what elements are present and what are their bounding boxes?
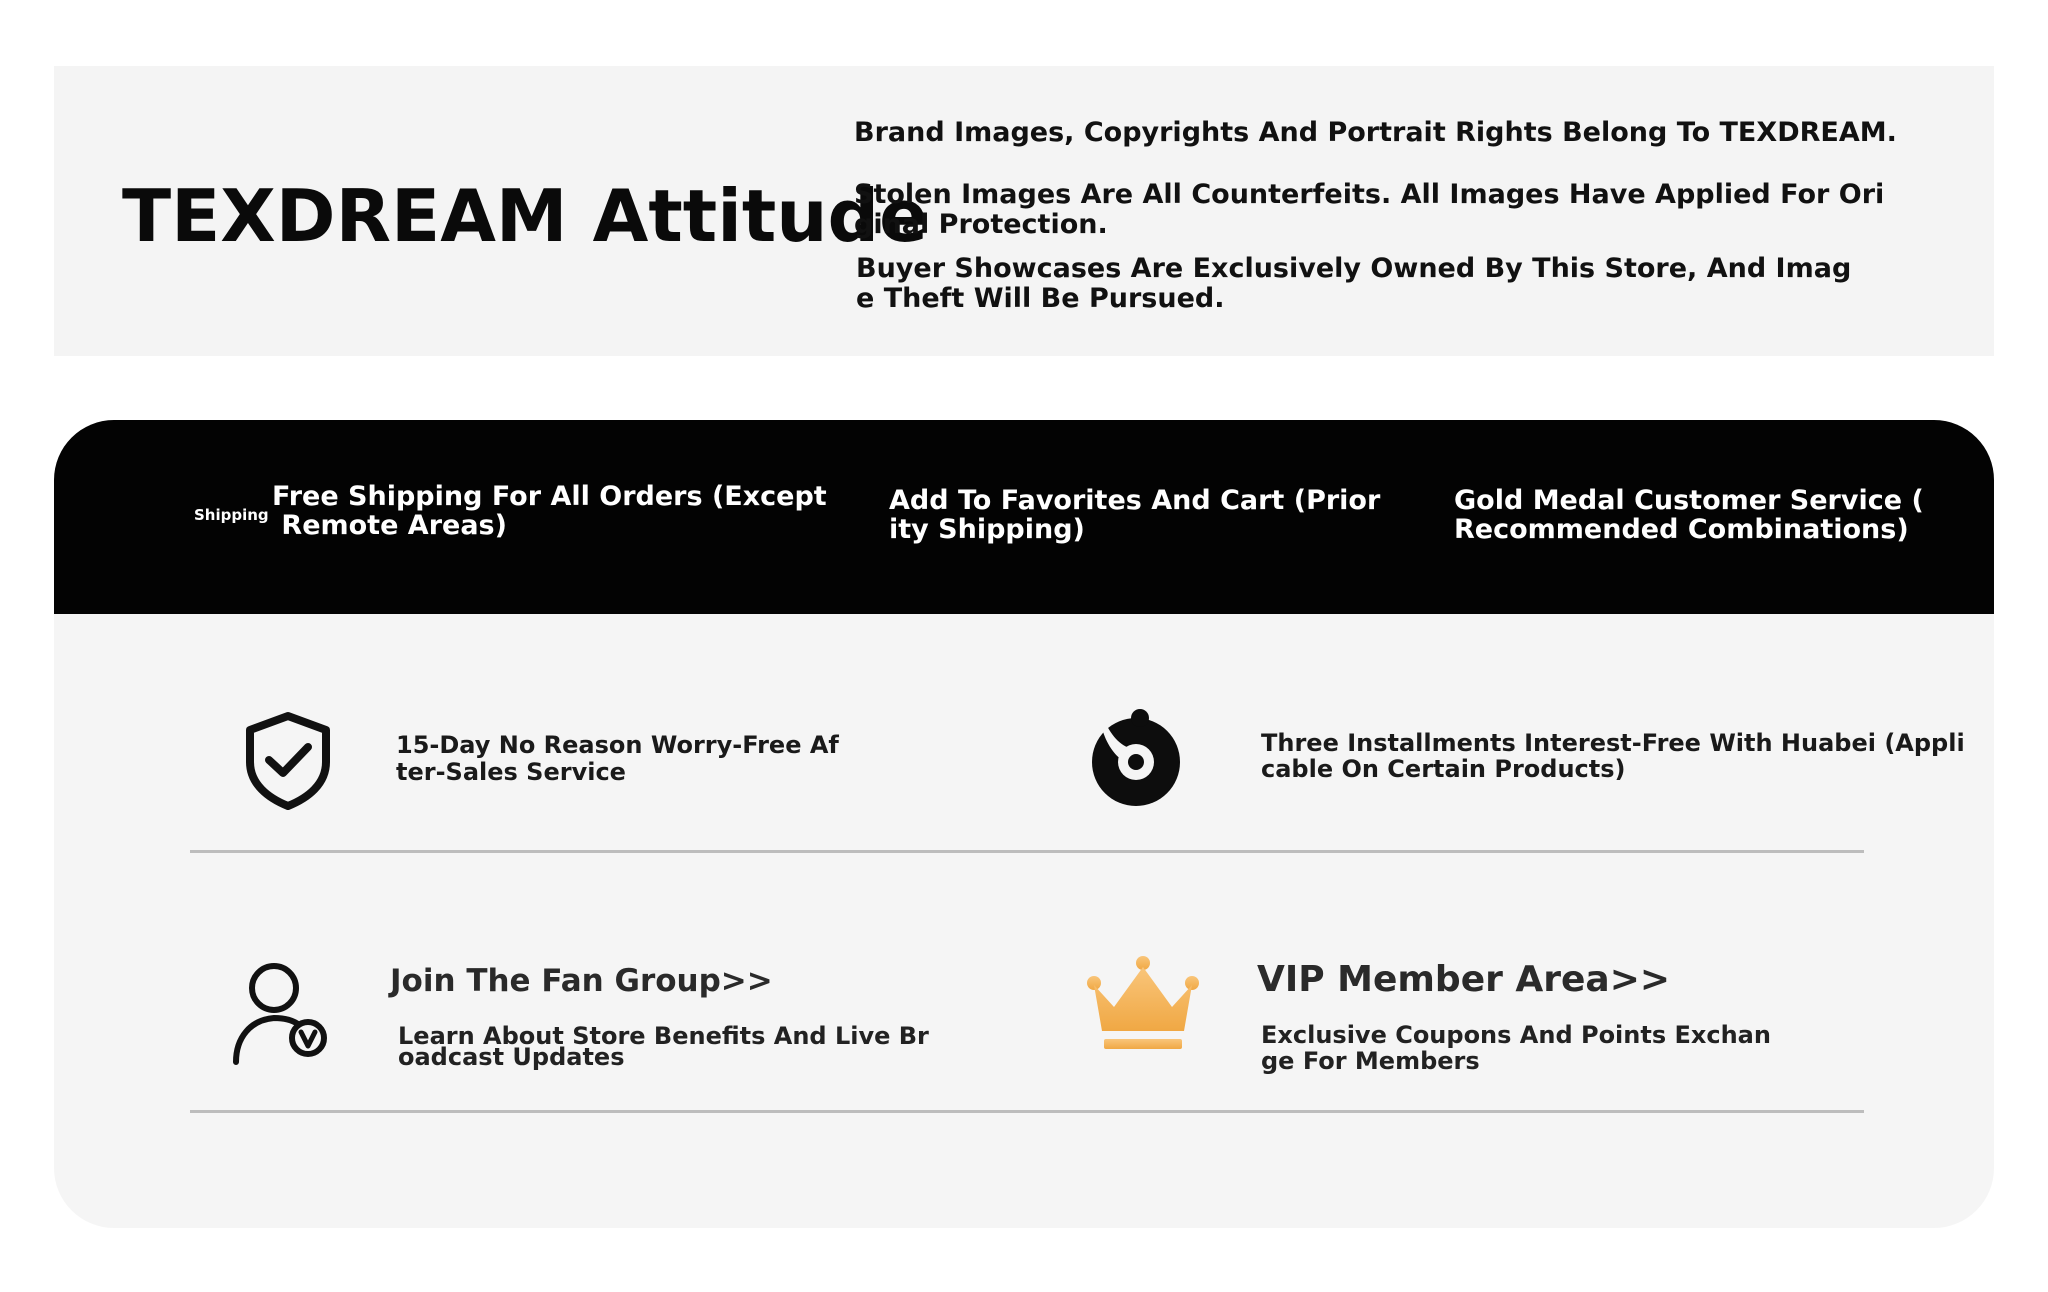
after-sales-line2: ter-Sales Service — [396, 758, 626, 786]
crown-icon — [1084, 955, 1202, 1055]
installments-line2: cable On Certain Products) — [1261, 755, 1626, 783]
brand-panel — [54, 66, 1994, 356]
after-sales-text — [396, 732, 839, 786]
after-sales-line1: 15-Day No Reason Worry-Free Af — [396, 731, 839, 759]
free-shipping-line2: Remote Areas) — [272, 510, 507, 541]
brand-note-showcase-line1: Buyer Showcases Are Exclusively Owned By This Store, And Imag — [856, 253, 1852, 284]
fan-group-line2: oadcast Updates — [398, 1043, 625, 1071]
favorites-cart-line1: Add To Favorites And Cart (Prior — [889, 485, 1381, 516]
customer-service-item — [1454, 486, 1924, 544]
brand-title: TEXDREAM Attitude — [122, 174, 928, 258]
installments-line1: Three Installments Interest-Free With Huabei (Appli — [1261, 729, 1965, 757]
user-check-icon — [224, 958, 336, 1070]
vip-area-link[interactable]: VIP Member Area>> — [1257, 959, 1671, 1000]
service-bar — [54, 420, 1994, 614]
fan-group-text — [398, 1022, 929, 1071]
customer-service-line2: Recommended Combinations) — [1454, 514, 1909, 545]
vip-line2: ge For Members — [1261, 1047, 1480, 1075]
service-card — [54, 420, 1994, 1228]
brand-note-counterfeit — [854, 180, 1884, 240]
vip-text — [1261, 1022, 1771, 1074]
fan-group-line1: Learn About Store Benefits And Live Br — [398, 1022, 929, 1050]
brand-note-counterfeit-line2: ginal Protection. — [854, 209, 1108, 240]
divider-row2 — [190, 1110, 1864, 1113]
free-shipping-line1: Free Shipping For All Orders (Except — [272, 481, 827, 512]
favorites-cart-line2: ity Shipping) — [889, 514, 1085, 545]
brand-note-showcase-line2: e Theft Will Be Pursued. — [856, 283, 1225, 314]
brand-note-counterfeit-line1: Stolen Images Are All Counterfeits. All Images Have Applied For Ori — [854, 179, 1885, 210]
customer-service-line1: Gold Medal Customer Service ( — [1454, 485, 1924, 516]
huabei-logo-icon — [1084, 706, 1188, 810]
brand-note-copyright-line1: Brand Images, Copyrights And Portrait Rights Belong To TEXDREAM. — [854, 117, 1897, 148]
shield-check-icon — [238, 710, 338, 810]
fan-group-link[interactable]: Join The Fan Group>> — [390, 963, 773, 999]
divider-row1 — [190, 850, 1864, 853]
installments-text — [1261, 730, 1965, 782]
favorites-cart-item — [889, 486, 1380, 544]
free-shipping-item — [272, 482, 827, 540]
brand-note-copyright — [854, 118, 1897, 148]
vip-line1: Exclusive Coupons And Points Exchan — [1261, 1021, 1771, 1049]
shipping-tag: Shipping — [194, 506, 269, 524]
brand-note-showcase — [856, 254, 1851, 314]
